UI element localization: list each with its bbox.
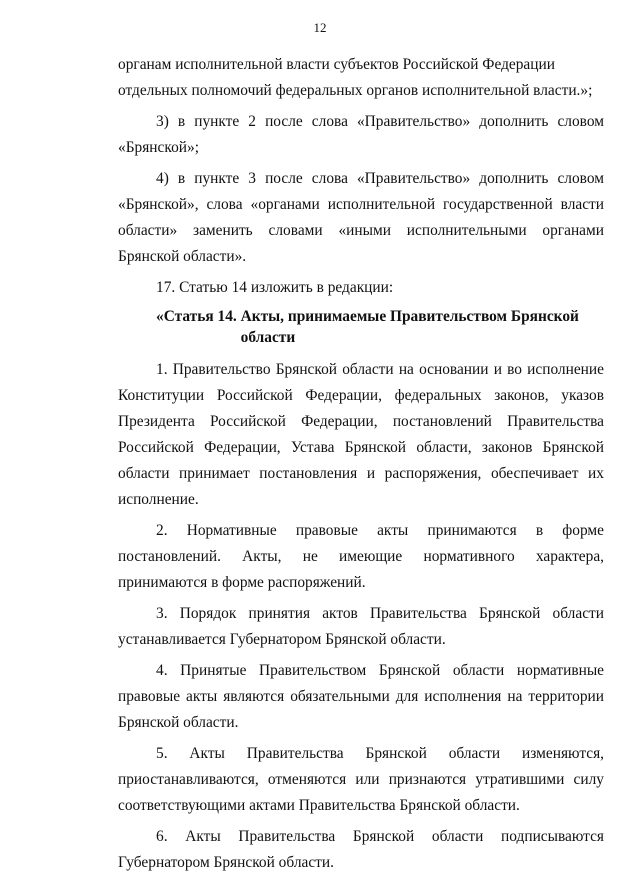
article-item-2: 2. Нормативные правовые акты принимаются в форме постановлений. Акты, не имеющие нормативного характера, принимаются в форме распоряжений. (118, 522, 604, 591)
article-title-line-2: области (240, 329, 296, 346)
paragraph-continuation: органам исполнительной власти субъектов Российской Федерации отдельных полномочий федеральных органов исполнительной власти.»; (118, 56, 593, 99)
article-item-6: 6. Акты Правительства Брянской области подписываются Губернатором Брянской области. (118, 828, 604, 871)
article-item-4: 4. Принятые Правительством Брянской области нормативные правовые акты являются обязательными для исполнения на территории Брянской области. (118, 662, 604, 731)
article-label: «Статья 14. (156, 308, 237, 325)
article-item-1: 1. Правительство Брянской области на основании и во исполнение Конституции Российской Федерации, федеральных законов, указов Президента Российской Федерации, постановлений Правительства Российской Федерации, Устава Брянской области, законов Брянской области принимает постановления и распоряжения, обеспечивает их исполнение. (118, 361, 604, 508)
paragraph-item-4: 4) в пункте 3 после слова «Правительство» дополнить словом «Брянской», слова «органами исполнительной государственной власти области» заменить словами «иными исполнительными органами Брянской области». (118, 170, 604, 265)
page-number: 12 (313, 20, 327, 35)
article-title-line-1: Акты, принимаемые Правительством Брянской (240, 308, 579, 325)
article-title (241, 306, 604, 348)
article-heading (118, 306, 604, 348)
article-item-5: 5. Акты Правительства Брянской области изменяются, приостанавливаются, отменяются или признаются утратившими силу соответствующими актами Правительства Брянской области. (118, 745, 604, 814)
document-body (118, 52, 604, 876)
paragraph-item-3: 3) в пункте 2 после слова «Правительство» дополнить словом «Брянской»; (118, 113, 604, 156)
paragraph-item-17: 17. Статью 14 изложить в редакции: (156, 279, 394, 296)
article-item-3: 3. Порядок принятия актов Правительства Брянской области устанавливается Губернатором Брянской области. (118, 605, 604, 648)
